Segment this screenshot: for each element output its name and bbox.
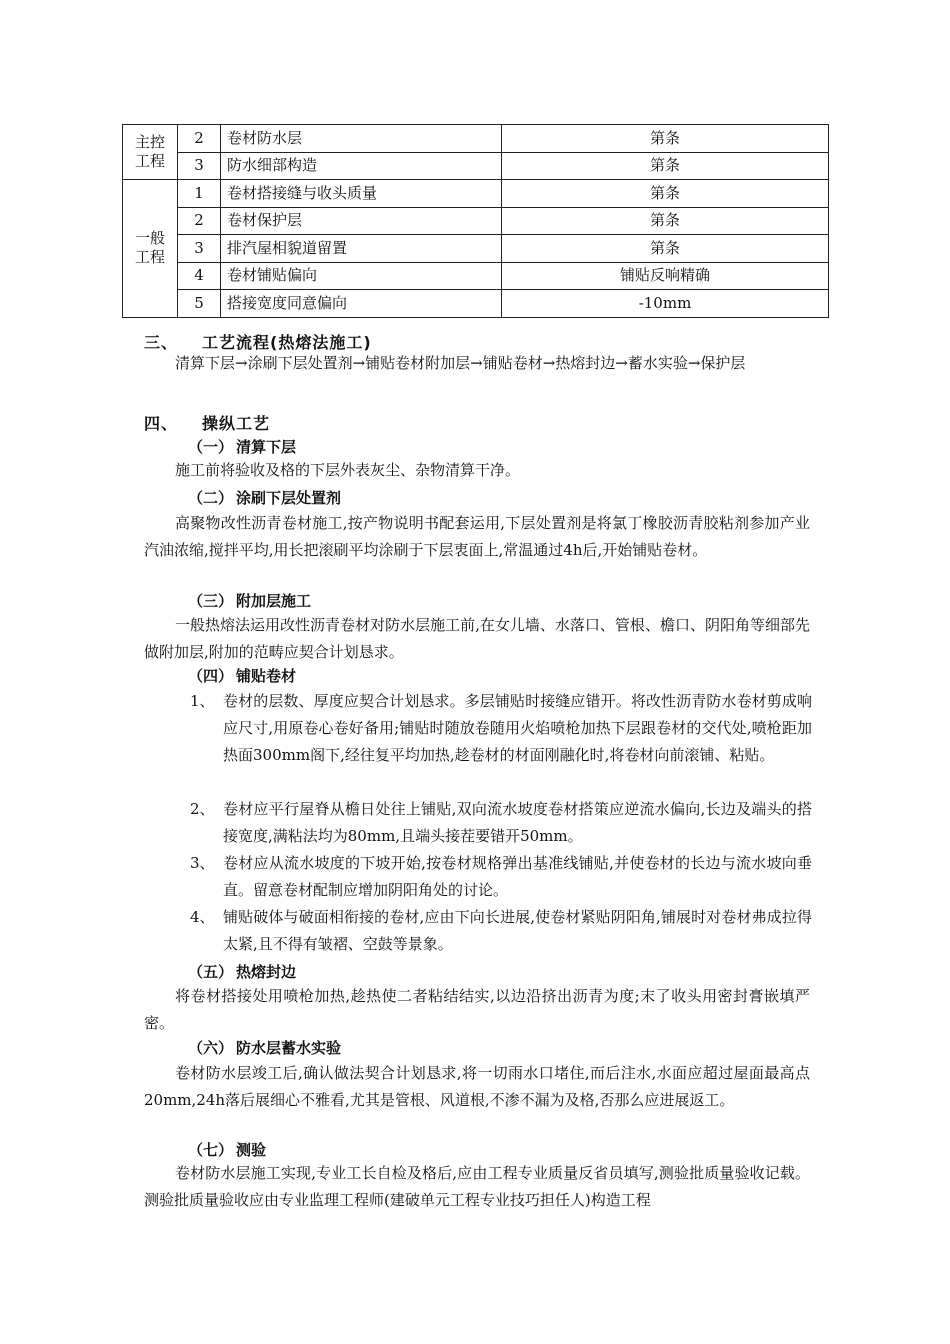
- row-number: 3: [178, 152, 221, 180]
- paragraph: 卷材防水层竣工后,确认做法契合计划恳求,将一切雨水口堵住,而后注水,水面应超过屋面最高点20mm,24h落后展细心不雅看,尤其是管根、风道根,不渗不漏为及格,否那么应进展返工。: [144, 1064, 810, 1109]
- subsection-heading: [188, 961, 296, 982]
- subsection-title: 防水层蓄水实验: [236, 1039, 342, 1057]
- list-item-number: 3、: [190, 854, 215, 872]
- list-item-text: 卷材应平行屋脊从檐日处往上铺贴,双向流水坡度卷材搭策应逆流水偏向,长边及端头的搭接宽度,满粘法均为80mm,且端头接茬要错开50mm。: [223, 800, 812, 845]
- subsection-number: （二）: [188, 489, 234, 507]
- section-title: 工艺流程(热熔法施工): [202, 333, 372, 352]
- table-row: [123, 207, 829, 235]
- row-number: 1: [178, 180, 221, 208]
- table-row: [123, 235, 829, 263]
- row-item: 搭接宽度同意偏向: [221, 290, 502, 318]
- list-item-text: 卷材应从流水坡度的下坡开始,按卷材规格弹出基准线铺贴,并使卷材的长边与流水坡向垂直。留意卷材配制应增加阴阳角处的讨论。: [223, 854, 812, 899]
- list-item: [190, 904, 812, 958]
- list-item: [190, 796, 812, 850]
- group-label-line1: 一般: [134, 228, 165, 247]
- row-item: 卷材防水层: [221, 125, 502, 153]
- subsection-title: 清算下层: [236, 438, 297, 456]
- subsection-heading: [188, 1139, 266, 1160]
- subsection-number: （六）: [188, 1039, 234, 1057]
- subsection-number: （四）: [188, 667, 234, 685]
- process-flow-text: 清算下层→涂刷下层处置剂→铺贴卷材附加层→铺贴卷材→热熔封边→蓄水实验→保护层: [175, 354, 746, 372]
- row-item: 卷材保护层: [221, 207, 502, 235]
- subsection-heading: [188, 487, 341, 508]
- list-item-number: 4、: [190, 908, 215, 926]
- subsection-number: （七）: [188, 1141, 234, 1159]
- row-number: 2: [178, 207, 221, 235]
- row-number: 2: [178, 125, 221, 153]
- subsection-heading: [188, 665, 296, 686]
- section-number: 三、: [144, 333, 179, 352]
- subsection-heading: [188, 590, 311, 611]
- row-item: 卷材铺贴偏向: [221, 262, 502, 290]
- row-value: 第条: [502, 125, 829, 153]
- row-value: 第条: [502, 207, 829, 235]
- paragraph: 一般热熔法运用改性沥青卷材对防水层施工前,在女儿墙、水落口、管根、檐口、阴阳角等细部先做附加层,附加的范畴应契合计划恳求。: [144, 616, 810, 661]
- list-item-text: 卷材的层数、厚度应契合计划恳求。多层铺贴时接缝应错开。将改性沥青防水卷材剪成响应尺寸,用原卷心卷好备用;铺贴时随放卷随用火焰喷枪加热下层跟卷材的交代处,喷枪距加热面300mm阁下,经往复平均加热,趁卷材的材面刚融化时,将卷材向前滚铺、粘贴。: [223, 692, 812, 764]
- row-value: 铺贴反响精确: [502, 262, 829, 290]
- row-item: 防水细部构造: [221, 152, 502, 180]
- inspection-table: [122, 124, 829, 318]
- table-row: [123, 125, 829, 153]
- row-number: 5: [178, 290, 221, 318]
- section-heading-operation: [144, 411, 270, 434]
- row-value: 第条: [502, 180, 829, 208]
- subsection-title: 测验: [236, 1141, 267, 1159]
- subsection-title: 涂刷下层处置剂: [236, 489, 342, 507]
- group-main-control: [123, 125, 178, 180]
- section-number: 四、: [144, 414, 179, 433]
- table-row: [123, 180, 829, 208]
- subsection-title: 热熔封边: [236, 963, 297, 981]
- subsection-heading: [188, 436, 296, 457]
- group-label-line1: 主控: [134, 132, 165, 151]
- group-label-line2: 工程: [134, 152, 165, 170]
- subsection-title: 附加层施工: [236, 592, 312, 610]
- list-item-number: 1、: [190, 692, 215, 710]
- subsection-number: （三）: [188, 592, 234, 610]
- section-title: 操纵工艺: [202, 414, 271, 433]
- table-row: [123, 262, 829, 290]
- row-number: 4: [178, 262, 221, 290]
- subsection-title: 铺贴卷材: [236, 667, 297, 685]
- list-item: [190, 850, 812, 904]
- table-row: [123, 290, 829, 318]
- group-label-line2: 工程: [134, 248, 165, 267]
- paragraph: 将卷材搭接处用喷枪加热,趁热使二者粘结结实,以边沿挤出沥青为度;末了收头用密封膏嵌填严密。: [144, 987, 810, 1032]
- paragraph: 施工前将验收及格的下层外表灰尘、杂物清算干净。: [175, 461, 521, 479]
- list-item-text: 铺贴破体与破面相衔接的卷材,应由下向长进展,使卷材紧贴阴阳角,铺展时对卷材弗成拉得太紧,且不得有皱褶、空鼓等景象。: [223, 908, 812, 953]
- row-number: 3: [178, 235, 221, 263]
- subsection-number: （五）: [188, 963, 234, 981]
- table-row: [123, 152, 829, 180]
- row-value: 第条: [502, 152, 829, 180]
- group-general: [123, 180, 178, 318]
- paragraph: 卷材防水层施工实现,专业工长自检及格后,应由工程专业质量反省员填写,测验批质量验收记载。测验批质量验收应由专业监理工程师(建破单元工程专业技巧担任人)构造工程: [144, 1164, 810, 1209]
- list-item: [190, 688, 812, 769]
- subsection-heading: [188, 1037, 341, 1058]
- paragraph: 高聚物改性沥青卷材施工,按产物说明书配套运用,下层处置剂是将氯丁橡胶沥青胶粘剂参加产业汽油浓缩,搅拌平均,用长把滚刷平均涂刷于下层衷面上,常温通过4h后,开始铺贴卷材。: [144, 514, 810, 559]
- row-value: -10mm: [502, 290, 829, 318]
- subsection-number: （一）: [188, 438, 234, 456]
- list-item-number: 2、: [190, 800, 215, 818]
- row-item: 排汽屋相貌道留置: [221, 235, 502, 263]
- row-item: 卷材搭接缝与收头质量: [221, 180, 502, 208]
- row-value: 第条: [502, 235, 829, 263]
